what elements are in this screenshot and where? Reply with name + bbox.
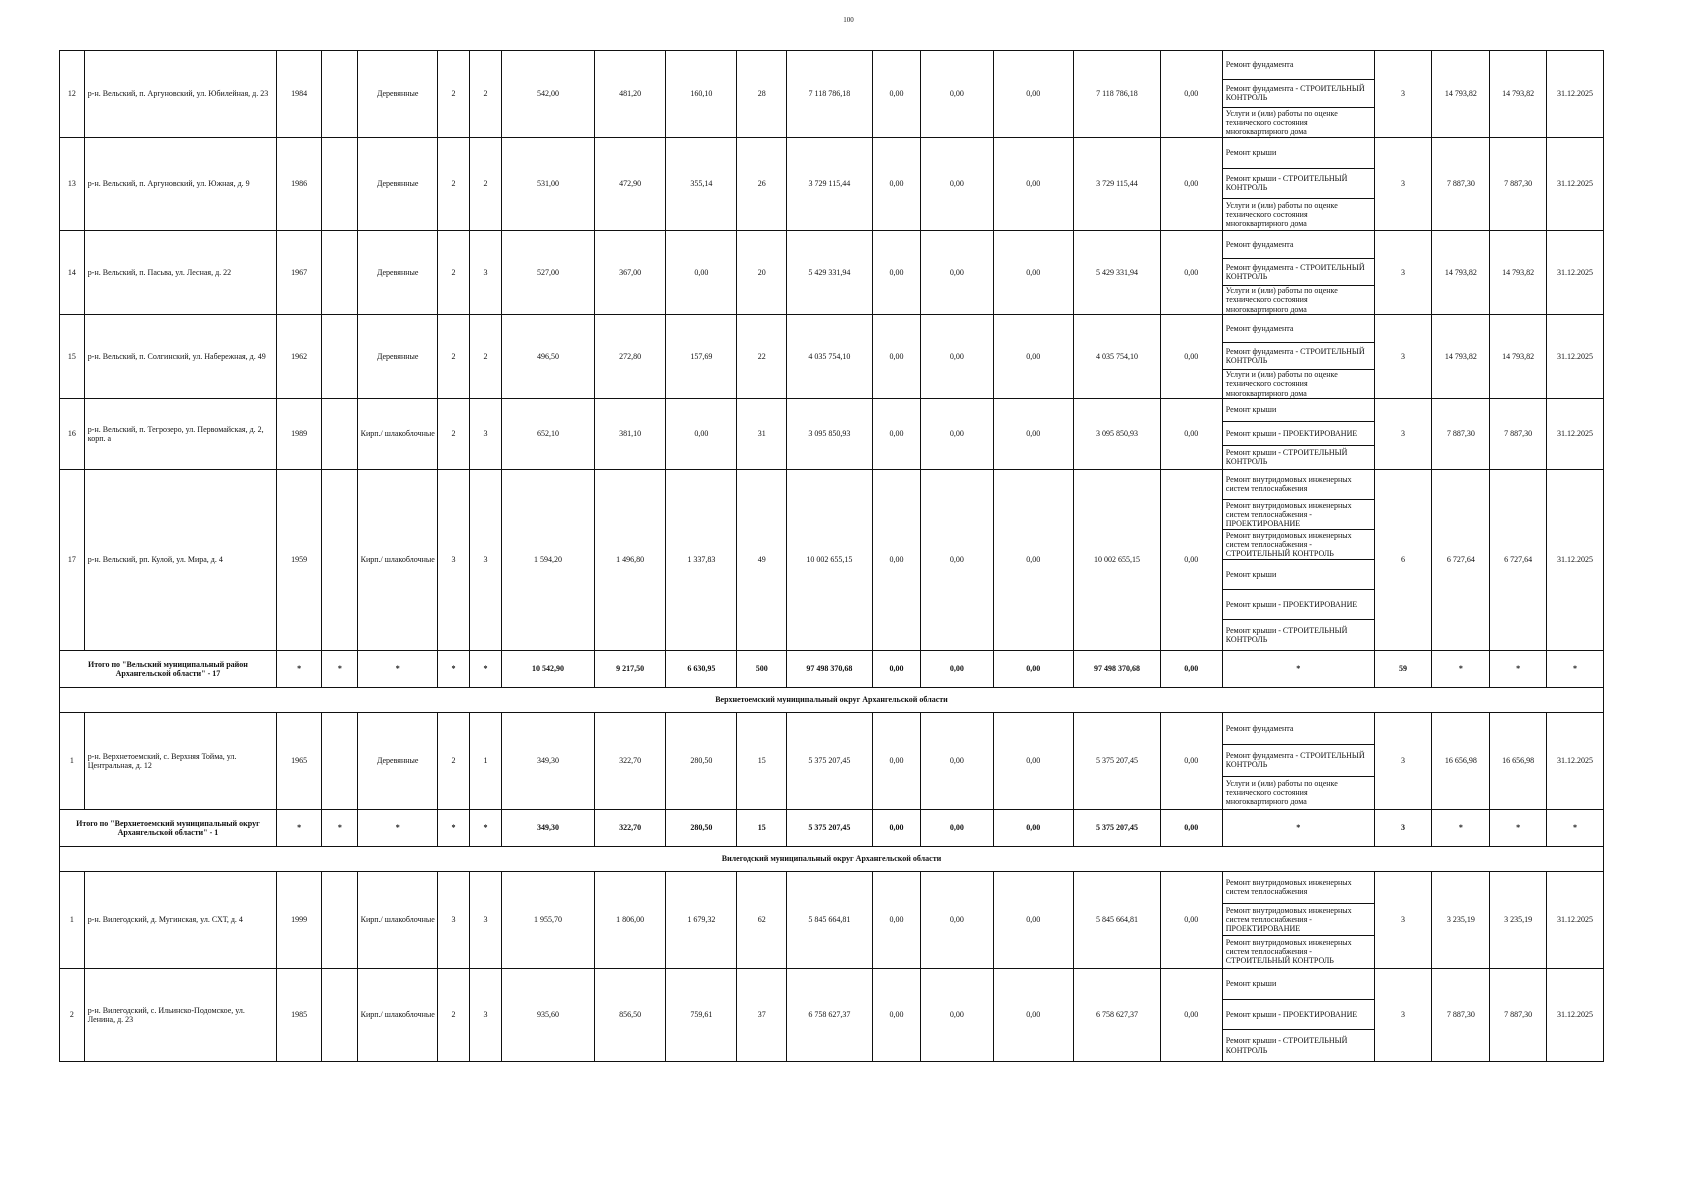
cell-max-cost: 7 887,30: [1490, 968, 1547, 1061]
cell-work-count: 6: [1374, 469, 1432, 650]
cell-material: Деревянные: [358, 137, 438, 230]
cell-cost-total: 4 035 754,10: [787, 314, 873, 398]
cell-f3: 0,00: [993, 469, 1074, 650]
work-item: [1223, 1000, 1374, 1031]
cell-area-total: 527,00: [502, 230, 595, 314]
work-item: [1223, 286, 1374, 314]
cell-area-living: 481,20: [594, 51, 665, 138]
section-velsky-rows: [60, 51, 1604, 651]
page-number: 100: [843, 16, 854, 24]
cell-f2: 0,00: [921, 469, 993, 650]
cell-area-living: 272,80: [594, 314, 665, 398]
cell-entrances: 2: [469, 137, 501, 230]
cell-area-living: 322,70: [594, 712, 665, 809]
work-item: [1223, 399, 1374, 422]
table-row: [60, 469, 1604, 650]
cell-residents: 22: [737, 314, 787, 398]
work-item-label: Ремонт крыши - СТРОИТЕЛЬНЫЙ КОНТРОЛЬ: [1225, 625, 1348, 644]
section-header-row: [60, 687, 1604, 712]
cell-year: 1986: [276, 137, 321, 230]
cell-area-living: 472,90: [594, 137, 665, 230]
cell-cost-owners: 4 035 754,10: [1074, 314, 1161, 398]
cell-floors: 2: [437, 230, 469, 314]
cell-material: Деревянные: [358, 712, 438, 809]
empty-cell: [322, 51, 358, 138]
work-item: [1223, 872, 1374, 904]
cell-floors: 3: [437, 469, 469, 650]
empty-cell: [322, 398, 358, 469]
cell-area-total: 1 955,70: [502, 871, 595, 968]
cell-area-total: 531,00: [502, 137, 595, 230]
works-cell: [1222, 230, 1374, 314]
work-item: [1223, 969, 1374, 1000]
cell-floors: 2: [437, 51, 469, 138]
cell-max-cost: 6 727,64: [1490, 469, 1547, 650]
empty-cell: [322, 314, 358, 398]
cell-cost-total: 5 429 331,94: [787, 230, 873, 314]
cell-num: 15: [60, 314, 85, 398]
work-item: [1223, 422, 1374, 445]
cell-unit-cost: 7 887,30: [1432, 968, 1490, 1061]
cell-area-owned: 157,69: [666, 314, 737, 398]
work-item: [1223, 138, 1374, 169]
empty-cell: [322, 469, 358, 650]
cell-num: 12: [60, 51, 85, 138]
cell-unit-cost: 14 793,82: [1432, 230, 1490, 314]
cell-num: 1: [60, 871, 85, 968]
cell-area-living: 381,10: [594, 398, 665, 469]
work-item: [1223, 199, 1374, 230]
work-item: [1223, 231, 1374, 259]
work-item-label: Ремонт внутридомовых инженерных систем теплоснабжения - СТРОИТЕЛЬНЫЙ КОНТРОЛЬ: [1225, 530, 1352, 558]
cell-cost-owners: 3 729 115,44: [1074, 137, 1161, 230]
works-cell: [1222, 469, 1374, 650]
total-label: Итого по "Верхнетоемский муниципальный округ Архангельской области" - 1: [60, 809, 277, 846]
cell-address: р-н. Вельский, рп. Кулой, ул. Мира, д. 4: [84, 469, 276, 650]
cell-area-living: 1 806,00: [594, 871, 665, 968]
cell-deadline: 31.12.2025: [1547, 314, 1604, 398]
cell-entrances: 3: [469, 230, 501, 314]
cell-cost-total: 5 375 207,45: [787, 712, 873, 809]
cell-max-cost: 7 887,30: [1490, 398, 1547, 469]
cell-material: Кирп./ шлакоблочные: [358, 871, 438, 968]
works-cell: [1222, 712, 1374, 809]
cell-area-owned: 355,14: [666, 137, 737, 230]
cell-num: 2: [60, 968, 85, 1061]
work-item: [1223, 530, 1374, 560]
cell-f4: 0,00: [1160, 51, 1222, 138]
work-item: [1223, 777, 1374, 809]
empty-cell: [322, 968, 358, 1061]
work-item-label: Ремонт крыши: [1225, 148, 1277, 158]
cell-entrances: 3: [469, 398, 501, 469]
section-header-row: [60, 846, 1604, 871]
work-item-label: Ремонт внутридомовых инженерных систем теплоснабжения: [1225, 475, 1352, 494]
empty-cell: [322, 230, 358, 314]
cell-f2: 0,00: [921, 51, 993, 138]
cell-entrances: 3: [469, 469, 501, 650]
cell-f1: 0,00: [872, 469, 921, 650]
cell-area-living: 367,00: [594, 230, 665, 314]
work-item-label: Ремонт крыши - ПРОЕКТИРОВАНИЕ: [1225, 599, 1358, 609]
cell-cost-owners: 3 095 850,93: [1074, 398, 1161, 469]
cell-address: р-н. Вельский, п. Солгинский, ул. Набережная, д. 49: [84, 314, 276, 398]
cell-f1: 0,00: [872, 871, 921, 968]
cell-area-owned: 0,00: [666, 398, 737, 469]
works-cell: [1222, 398, 1374, 469]
cell-unit-cost: 14 793,82: [1432, 51, 1490, 138]
cell-f1: 0,00: [872, 230, 921, 314]
cell-f2: 0,00: [921, 712, 993, 809]
cell-unit-cost: 6 727,64: [1432, 469, 1490, 650]
work-item: [1223, 500, 1374, 530]
work-item: [1223, 343, 1374, 371]
cell-floors: 2: [437, 137, 469, 230]
cell-num: 1: [60, 712, 85, 809]
cell-f3: 0,00: [993, 871, 1074, 968]
cell-entrances: 2: [469, 314, 501, 398]
work-item-label: Ремонт фундамента - СТРОИТЕЛЬНЫЙ КОНТРОЛЬ: [1225, 346, 1365, 365]
cell-unit-cost: 14 793,82: [1432, 314, 1490, 398]
cell-deadline: 31.12.2025: [1547, 968, 1604, 1061]
cell-year: 1999: [276, 871, 321, 968]
cell-f1: 0,00: [872, 968, 921, 1061]
cell-area-total: 349,30: [502, 712, 595, 809]
work-item: [1223, 713, 1374, 745]
cell-work-count: 3: [1374, 712, 1432, 809]
cell-residents: 49: [737, 469, 787, 650]
cell-f3: 0,00: [993, 137, 1074, 230]
cell-area-total: 1 594,20: [502, 469, 595, 650]
cell-cost-owners: 5 429 331,94: [1074, 230, 1161, 314]
cell-f4: 0,00: [1160, 871, 1222, 968]
cell-area-owned: 280,50: [666, 712, 737, 809]
empty-cell: [322, 137, 358, 230]
cell-f4: 0,00: [1160, 968, 1222, 1061]
work-item: [1223, 259, 1374, 287]
cell-work-count: 3: [1374, 230, 1432, 314]
cell-max-cost: 3 235,19: [1490, 871, 1547, 968]
work-item-label: Ремонт крыши - ПРОЕКТИРОВАНИЕ: [1225, 1009, 1358, 1019]
cell-cost-total: 3 729 115,44: [787, 137, 873, 230]
work-item-label: Услуги и (или) работы по оценке технического состояния многоквартирного дома: [1225, 370, 1338, 398]
work-item: [1223, 936, 1374, 968]
cell-max-cost: 14 793,82: [1490, 314, 1547, 398]
cell-entrances: 2: [469, 51, 501, 138]
cell-residents: 62: [737, 871, 787, 968]
work-item: [1223, 446, 1374, 469]
cell-entrances: 1: [469, 712, 501, 809]
cell-work-count: 3: [1374, 398, 1432, 469]
work-item-label: Ремонт крыши - СТРОИТЕЛЬНЫЙ КОНТРОЛЬ: [1225, 448, 1348, 467]
cell-num: 14: [60, 230, 85, 314]
section-header-verkhnetoemsky: Верхнетоемский муниципальный округ Архангельской области: [60, 687, 1604, 712]
cell-year: 1959: [276, 469, 321, 650]
cell-f4: 0,00: [1160, 137, 1222, 230]
cell-address: р-н. Вилегодский, д. Мугинская, ул. СХТ, д. 4: [84, 871, 276, 968]
cell-material: Кирп./ шлакоблочные: [358, 398, 438, 469]
cell-address: р-н. Вельский, п. Аргуновский, ул. Юбилейная, д. 23: [84, 51, 276, 138]
cell-cost-owners: 5 375 207,45: [1074, 712, 1161, 809]
cell-cost-owners: 10 002 655,15: [1074, 469, 1161, 650]
cell-area-total: 935,60: [502, 968, 595, 1061]
cell-residents: 26: [737, 137, 787, 230]
total-row-velsky: Итого по "Вельский муниципальный район Архангельской области" - 17 * * * * * 10 542,90 9 217,50 6 630,95 500 97 498 370,68 0,00 0,00 0,00 97 498 370,68 0,00 * 59 * * *: [60, 650, 1604, 687]
cell-year: 1989: [276, 398, 321, 469]
cell-area-total: 652,10: [502, 398, 595, 469]
cell-entrances: 3: [469, 968, 501, 1061]
cell-material: Деревянные: [358, 230, 438, 314]
cell-f1: 0,00: [872, 398, 921, 469]
cell-floors: 2: [437, 398, 469, 469]
work-item-label: Ремонт крыши: [1225, 569, 1277, 579]
cell-num: 13: [60, 137, 85, 230]
work-item-label: Ремонт фундамента: [1225, 60, 1294, 70]
work-item: [1223, 745, 1374, 777]
table-row: [60, 137, 1604, 230]
cell-cost-total: 5 845 664,81: [787, 871, 873, 968]
cell-floors: 2: [437, 968, 469, 1061]
cell-unit-cost: 3 235,19: [1432, 871, 1490, 968]
cell-max-cost: 16 656,98: [1490, 712, 1547, 809]
cell-area-total: 542,00: [502, 51, 595, 138]
table-row: [60, 398, 1604, 469]
cell-year: 1967: [276, 230, 321, 314]
section-velsky-total: [60, 650, 1604, 712]
total-label: Итого по "Вельский муниципальный район Архангельской области" - 17: [60, 650, 277, 687]
work-item: [1223, 470, 1374, 500]
cell-address: р-н. Вилегодский, с. Ильинско-Подомское, ул. Ленина, д. 23: [84, 968, 276, 1061]
work-item: [1223, 51, 1374, 80]
table-row: [60, 871, 1604, 968]
cell-unit-cost: 7 887,30: [1432, 137, 1490, 230]
cell-num: 16: [60, 398, 85, 469]
work-item-label: Ремонт внутридомовых инженерных систем теплоснабжения: [1225, 878, 1352, 897]
work-item-label: Ремонт фундамента - СТРОИТЕЛЬНЫЙ КОНТРОЛЬ: [1225, 751, 1365, 770]
table-row: [60, 51, 1604, 138]
work-item: [1223, 904, 1374, 936]
section-verkhnetoemsky-total: [60, 809, 1604, 871]
total-row-verkhnetoemsky: Итого по "Верхнетоемский муниципальный округ Архангельской области" - 1 * * * * * 349,30 322,70 280,50 15 5 375 207,45 0,00 0,00 0,00 5 375 207,45 0,00 * 3 * * *: [60, 809, 1604, 846]
work-item-label: Ремонт крыши - СТРОИТЕЛЬНЫЙ КОНТРОЛЬ: [1225, 1036, 1348, 1055]
work-item-label: Услуги и (или) работы по оценке технического состояния многоквартирного дома: [1225, 286, 1338, 314]
works-cell: [1222, 871, 1374, 968]
cell-floors: 2: [437, 712, 469, 809]
cell-floors: 2: [437, 314, 469, 398]
cell-f3: 0,00: [993, 51, 1074, 138]
work-item: [1223, 1030, 1374, 1061]
work-item-label: Ремонт фундамента: [1225, 323, 1294, 333]
cell-f3: 0,00: [993, 230, 1074, 314]
cell-f4: 0,00: [1160, 314, 1222, 398]
work-item: [1223, 620, 1374, 650]
work-item: [1223, 169, 1374, 200]
cell-year: 1965: [276, 712, 321, 809]
cell-cost-owners: 6 758 627,37: [1074, 968, 1161, 1061]
cell-address: р-н. Вельский, п. Аргуновский, ул. Южная, д. 9: [84, 137, 276, 230]
cell-f3: 0,00: [993, 712, 1074, 809]
capital-repair-register-table: [59, 50, 1604, 1062]
works-cell: [1222, 51, 1374, 138]
cell-cost-total: 6 758 627,37: [787, 968, 873, 1061]
cell-area-owned: 759,61: [666, 968, 737, 1061]
work-item-label: Ремонт внутридомовых инженерных систем теплоснабжения - ПРОЕКТИРОВАНИЕ: [1225, 500, 1352, 528]
cell-work-count: 3: [1374, 137, 1432, 230]
cell-area-living: 856,50: [594, 968, 665, 1061]
cell-area-total: 496,50: [502, 314, 595, 398]
cell-f1: 0,00: [872, 137, 921, 230]
cell-f2: 0,00: [921, 230, 993, 314]
work-item: [1223, 370, 1374, 398]
cell-address: р-н. Вельский, п. Пасьва, ул. Лесная, д. 22: [84, 230, 276, 314]
cell-f1: 0,00: [872, 314, 921, 398]
cell-material: Деревянные: [358, 51, 438, 138]
cell-work-count: 3: [1374, 871, 1432, 968]
work-item: [1223, 315, 1374, 343]
cell-residents: 28: [737, 51, 787, 138]
work-item-label: Ремонт внутридомовых инженерных систем теплоснабжения - ПРОЕКТИРОВАНИЕ: [1225, 905, 1352, 933]
work-item-label: Услуги и (или) работы по оценке технического состояния многоквартирного дома: [1225, 108, 1338, 137]
cell-f4: 0,00: [1160, 469, 1222, 650]
cell-residents: 31: [737, 398, 787, 469]
cell-f4: 0,00: [1160, 398, 1222, 469]
cell-area-owned: 1 679,32: [666, 871, 737, 968]
cell-f3: 0,00: [993, 314, 1074, 398]
cell-residents: 37: [737, 968, 787, 1061]
work-item-label: Услуги и (или) работы по оценке технического состояния многоквартирного дома: [1225, 779, 1338, 807]
cell-f1: 0,00: [872, 51, 921, 138]
empty-cell: [322, 871, 358, 968]
work-item-label: Ремонт фундамента: [1225, 239, 1294, 249]
work-item-label: Ремонт фундамента - СТРОИТЕЛЬНЫЙ КОНТРОЛЬ: [1225, 262, 1365, 281]
cell-unit-cost: 7 887,30: [1432, 398, 1490, 469]
cell-residents: 15: [737, 712, 787, 809]
cell-deadline: 31.12.2025: [1547, 51, 1604, 138]
cell-max-cost: 7 887,30: [1490, 137, 1547, 230]
cell-area-owned: 0,00: [666, 230, 737, 314]
cell-f3: 0,00: [993, 968, 1074, 1061]
cell-residents: 20: [737, 230, 787, 314]
cell-year: 1962: [276, 314, 321, 398]
cell-work-count: 3: [1374, 51, 1432, 138]
table-row: [60, 314, 1604, 398]
work-item: [1223, 590, 1374, 620]
work-item: [1223, 560, 1374, 590]
cell-material: Деревянные: [358, 314, 438, 398]
section-vilegodsky-rows: [60, 871, 1604, 1061]
cell-work-count: 3: [1374, 314, 1432, 398]
section-verkhnetoemsky-rows: [60, 712, 1604, 809]
cell-deadline: 31.12.2025: [1547, 230, 1604, 314]
work-item: [1223, 108, 1374, 137]
cell-cost-total: 10 002 655,15: [787, 469, 873, 650]
cell-f4: 0,00: [1160, 712, 1222, 809]
cell-f1: 0,00: [872, 712, 921, 809]
cell-material: Кирп./ шлакоблочные: [358, 469, 438, 650]
work-item-label: Ремонт крыши: [1225, 405, 1277, 415]
cell-f4: 0,00: [1160, 230, 1222, 314]
cell-address: р-н. Вельский, п. Тегрозеро, ул. Первомайская, д. 2, корп. а: [84, 398, 276, 469]
cell-cost-total: 7 118 786,18: [787, 51, 873, 138]
cell-max-cost: 14 793,82: [1490, 51, 1547, 138]
cell-unit-cost: 16 656,98: [1432, 712, 1490, 809]
cell-cost-owners: 7 118 786,18: [1074, 51, 1161, 138]
work-item: [1223, 80, 1374, 109]
cell-f2: 0,00: [921, 871, 993, 968]
cell-year: 1985: [276, 968, 321, 1061]
cell-deadline: 31.12.2025: [1547, 137, 1604, 230]
cell-f2: 0,00: [921, 137, 993, 230]
works-cell: [1222, 968, 1374, 1061]
cell-max-cost: 14 793,82: [1490, 230, 1547, 314]
cell-deadline: 31.12.2025: [1547, 398, 1604, 469]
section-header-vilegodsky: Вилегодский муниципальный округ Архангельской области: [60, 846, 1604, 871]
work-item-label: Ремонт крыши - СТРОИТЕЛЬНЫЙ КОНТРОЛЬ: [1225, 174, 1348, 193]
cell-area-living: 1 496,80: [594, 469, 665, 650]
cell-deadline: 31.12.2025: [1547, 469, 1604, 650]
table-row: [60, 968, 1604, 1061]
cell-deadline: 31.12.2025: [1547, 712, 1604, 809]
cell-material: Кирп./ шлакоблочные: [358, 968, 438, 1061]
work-item-label: Ремонт фундамента: [1225, 723, 1294, 733]
cell-cost-owners: 5 845 664,81: [1074, 871, 1161, 968]
cell-num: 17: [60, 469, 85, 650]
work-item-label: Услуги и (или) работы по оценке технического состояния многоквартирного дома: [1225, 200, 1338, 229]
cell-f2: 0,00: [921, 968, 993, 1061]
works-cell: [1222, 314, 1374, 398]
cell-entrances: 3: [469, 871, 501, 968]
works-cell: [1222, 137, 1374, 230]
table-row: [60, 712, 1604, 809]
work-item-label: Ремонт крыши - ПРОЕКТИРОВАНИЕ: [1225, 428, 1358, 438]
work-item-label: Ремонт фундамента - СТРОИТЕЛЬНЫЙ КОНТРОЛЬ: [1225, 84, 1365, 103]
cell-f2: 0,00: [921, 314, 993, 398]
cell-cost-total: 3 095 850,93: [787, 398, 873, 469]
cell-work-count: 3: [1374, 968, 1432, 1061]
cell-floors: 3: [437, 871, 469, 968]
work-item-label: Ремонт крыши: [1225, 979, 1277, 989]
work-item-label: Ремонт внутридомовых инженерных систем теплоснабжения - СТРОИТЕЛЬНЫЙ КОНТРОЛЬ: [1225, 938, 1352, 966]
cell-address: р-н. Верхнетоемский, с. Верхняя Тойма, ул. Центральная, д. 12: [84, 712, 276, 809]
empty-cell: [322, 712, 358, 809]
cell-deadline: 31.12.2025: [1547, 871, 1604, 968]
cell-f2: 0,00: [921, 398, 993, 469]
table-row: [60, 230, 1604, 314]
cell-f3: 0,00: [993, 398, 1074, 469]
cell-area-owned: 160,10: [666, 51, 737, 138]
cell-area-owned: 1 337,83: [666, 469, 737, 650]
cell-year: 1984: [276, 51, 321, 138]
